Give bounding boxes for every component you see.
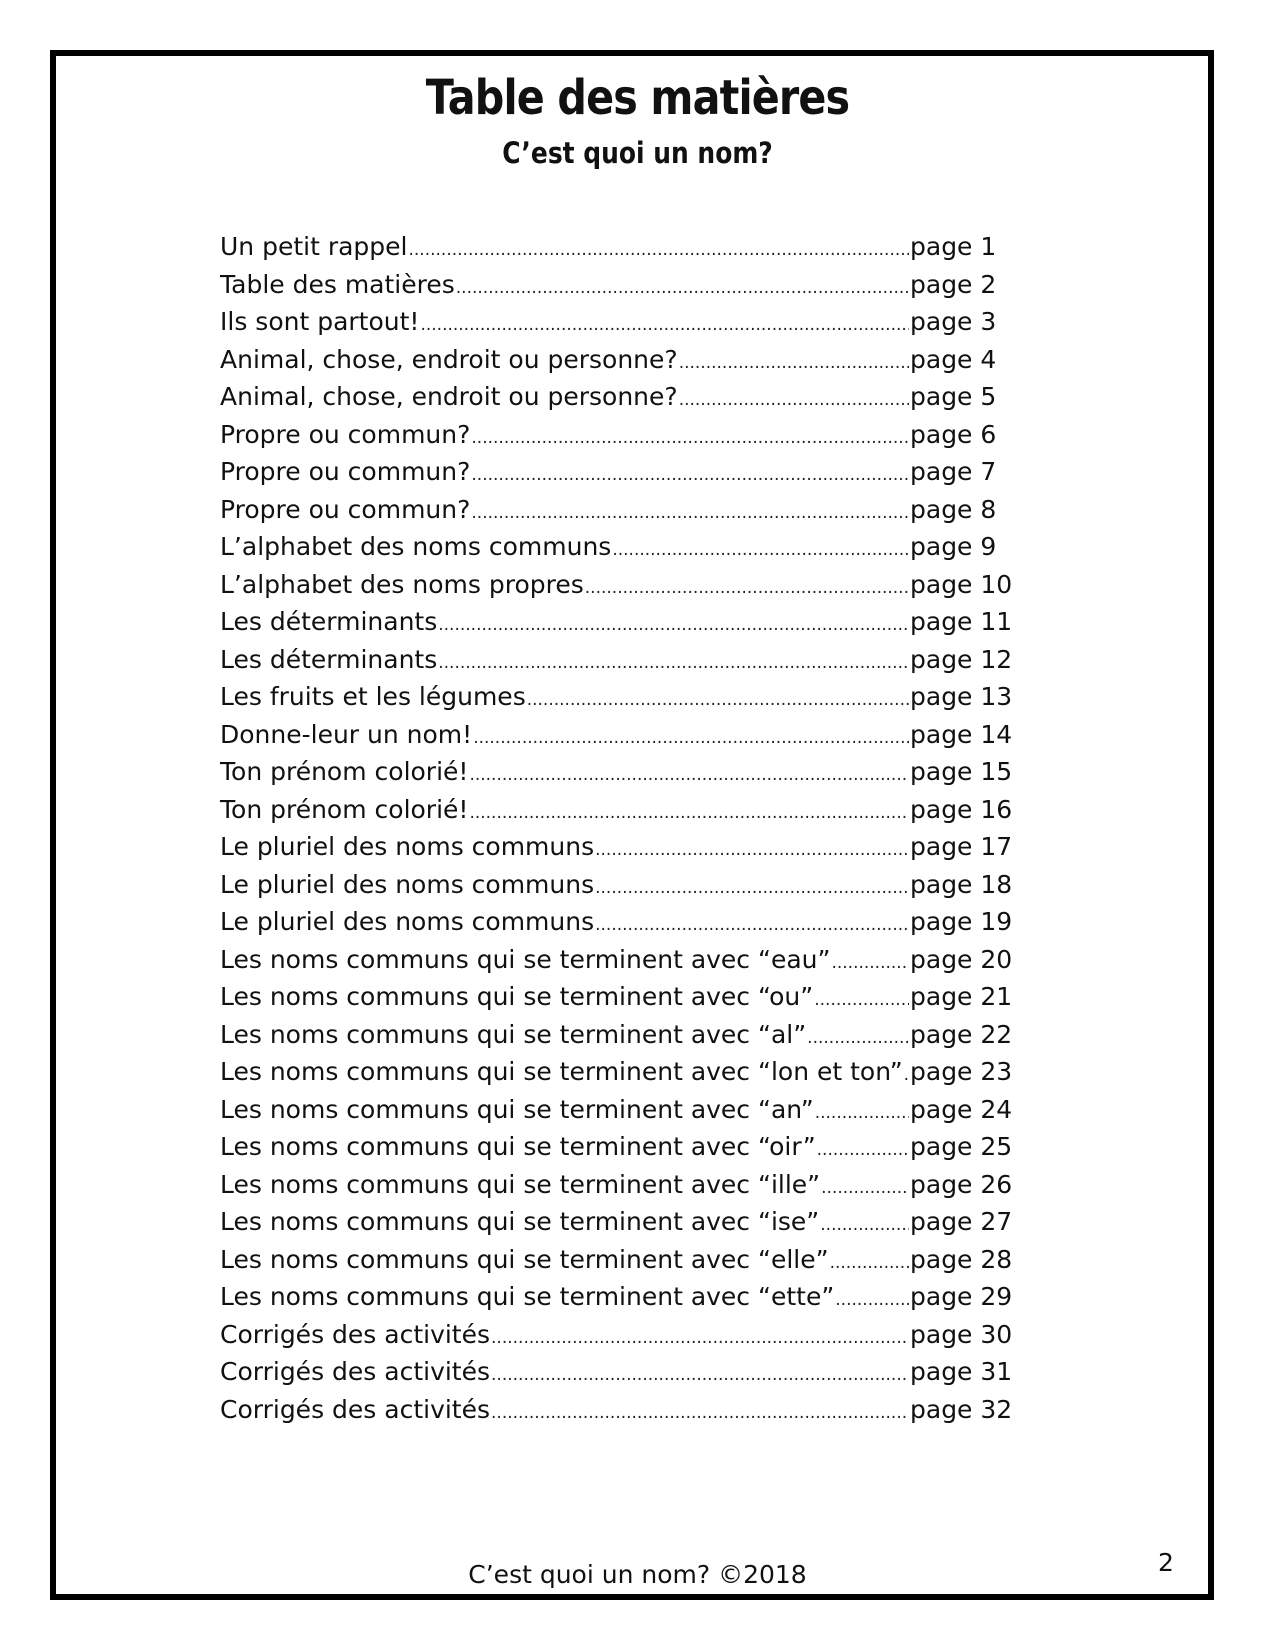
toc-entry[interactable] <box>220 982 1020 1020</box>
toc-entry-title: Corrigés des activités <box>220 1319 491 1349</box>
toc-entry[interactable] <box>220 1395 1020 1433</box>
toc-entry-title: Ton prénom colorié! <box>220 794 469 824</box>
toc-entry-page: page 17 <box>910 832 1013 861</box>
toc-entry-title: Le pluriel des noms communs <box>220 869 595 899</box>
toc-entry-page: page 24 <box>910 1094 1013 1124</box>
toc-entry-title: Propre ou commun? <box>220 457 471 486</box>
toc-entry[interactable] <box>220 420 1020 458</box>
toc-entry[interactable] <box>220 607 1020 645</box>
toc-entry[interactable] <box>220 945 1020 983</box>
page-subtitle: C’est quoi un nom? <box>502 136 773 170</box>
toc-entry[interactable] <box>220 1320 1020 1358</box>
toc-entry-page: page 32 <box>910 1394 1013 1424</box>
toc-entry[interactable] <box>220 307 1020 345</box>
toc-entry-title: L’alphabet des noms communs <box>220 532 612 561</box>
toc-entry-title: Les noms communs qui se terminent avec “oir” <box>220 1132 816 1161</box>
toc-entry[interactable] <box>220 1020 1020 1058</box>
dot-leader <box>585 578 909 598</box>
toc-entry-page: page 29 <box>910 1282 1013 1311</box>
toc-entry[interactable] <box>220 1057 1020 1095</box>
toc-entry-page: page 22 <box>910 1019 1013 1049</box>
dot-leader <box>595 840 909 860</box>
toc-entry[interactable] <box>220 645 1020 683</box>
dot-leader <box>814 990 909 1010</box>
page-title: Table des matières <box>425 70 850 126</box>
dot-leader <box>817 1140 909 1160</box>
dot-leader <box>473 728 909 748</box>
toc-entry[interactable] <box>220 795 1020 833</box>
toc-entry[interactable] <box>220 907 1020 945</box>
dot-leader <box>409 240 910 260</box>
toc-entry[interactable] <box>220 270 1020 308</box>
toc-entry[interactable] <box>220 232 1020 270</box>
toc-entry-page: page 23 <box>910 1057 1013 1086</box>
toc-entry-title: Les noms communs qui se terminent avec “ille” <box>220 1169 821 1199</box>
toc-entry-page: page 13 <box>910 682 1013 711</box>
toc-entry-page: page 10 <box>910 569 1013 599</box>
toc-entry-title: Le pluriel des noms communs <box>220 907 595 936</box>
toc-entry-page: page 4 <box>910 344 997 374</box>
dot-leader <box>830 1253 909 1273</box>
page-number: 2 <box>1158 1548 1174 1577</box>
toc-entry[interactable] <box>220 1207 1020 1245</box>
toc-entry-title: Animal, chose, endroit ou personne? <box>220 382 678 411</box>
dot-leader <box>471 428 909 448</box>
toc-entry[interactable] <box>220 457 1020 495</box>
toc-entry-page: page 11 <box>910 607 1013 636</box>
toc-entry-title: Les noms communs qui se terminent avec “an” <box>220 1094 814 1124</box>
dot-leader <box>679 353 909 373</box>
toc-entry[interactable] <box>220 382 1020 420</box>
toc-entry-page: page 14 <box>910 719 1013 749</box>
toc-entry-page: page 30 <box>910 1319 1013 1349</box>
dot-leader <box>831 953 909 973</box>
toc-entry-title: Les noms communs qui se terminent avec “lon et ton” <box>220 1057 903 1086</box>
dot-leader <box>595 878 909 898</box>
toc-entry-title: Propre ou commun? <box>220 419 471 449</box>
toc-entry-page: page 20 <box>910 944 1013 974</box>
toc-entry-title: Animal, chose, endroit ou personne? <box>220 344 678 374</box>
toc-entry-page: page 21 <box>910 982 1013 1011</box>
toc-entry-title: L’alphabet des noms propres <box>220 569 584 599</box>
toc-entry-page: page 1 <box>910 232 997 261</box>
toc-entry-title: Corrigés des activités <box>220 1357 491 1386</box>
dot-leader <box>491 1403 909 1423</box>
toc-entry-title: Les noms communs qui se terminent avec “al” <box>220 1019 807 1049</box>
toc-entry-title: Les déterminants <box>220 644 438 674</box>
dot-leader <box>456 278 909 298</box>
toc-entry-title: Donne-leur un nom! <box>220 719 473 749</box>
toc-entry[interactable] <box>220 870 1020 908</box>
dot-leader <box>420 315 909 335</box>
toc-entry-title: Un petit rappel <box>220 232 408 261</box>
toc-entry[interactable] <box>220 532 1020 570</box>
toc-entry-title: Le pluriel des noms communs <box>220 832 595 861</box>
toc-entry-title: Les noms communs qui se terminent avec “elle” <box>220 1244 829 1274</box>
dot-leader <box>469 765 909 785</box>
toc-entry-title: Corrigés des activités <box>220 1394 491 1424</box>
dot-leader <box>471 465 909 485</box>
toc-entry-page: page 27 <box>910 1207 1013 1236</box>
dot-leader <box>491 1328 909 1348</box>
toc-entry-title: Les noms communs qui se terminent avec “ou” <box>220 982 814 1011</box>
dot-leader <box>807 1028 909 1048</box>
toc-entry-page: page 18 <box>910 869 1013 899</box>
toc-entry-page: page 6 <box>910 419 997 449</box>
toc-entry[interactable] <box>220 1170 1020 1208</box>
toc-entry[interactable] <box>220 720 1020 758</box>
toc-entry-title: Table des matières <box>220 269 455 299</box>
toc-entry-title: Propre ou commun? <box>220 494 471 524</box>
toc-entry-title: Les fruits et les légumes <box>220 682 526 711</box>
toc-entry-page: page 5 <box>910 382 997 411</box>
toc-entry[interactable] <box>220 832 1020 870</box>
toc-entry[interactable] <box>220 1132 1020 1170</box>
dot-leader <box>679 390 909 410</box>
toc-entry[interactable] <box>220 570 1020 608</box>
toc-entry[interactable] <box>220 1357 1020 1395</box>
dot-leader <box>438 653 909 673</box>
dot-leader <box>820 1215 909 1235</box>
toc-entry[interactable] <box>220 495 1020 533</box>
dot-leader <box>904 1065 909 1085</box>
dot-leader <box>835 1290 909 1310</box>
dot-leader <box>612 540 909 560</box>
toc-entry-page: page 9 <box>910 532 997 561</box>
toc-entry[interactable] <box>220 757 1020 795</box>
toc-entry[interactable] <box>220 1282 1020 1320</box>
dot-leader <box>491 1365 909 1385</box>
toc-entry[interactable] <box>220 1245 1020 1283</box>
toc-entry-title: Les noms communs qui se terminent avec “ette” <box>220 1282 835 1311</box>
dot-leader <box>438 615 909 635</box>
toc-entry-title: Ils sont partout! <box>220 307 420 336</box>
toc-entry-page: page 28 <box>910 1244 1013 1274</box>
dot-leader <box>471 503 909 523</box>
toc-entry[interactable] <box>220 1095 1020 1133</box>
toc-entry-page: page 16 <box>910 794 1013 824</box>
toc-entry[interactable] <box>220 345 1020 383</box>
table-of-contents <box>220 232 1020 1432</box>
dot-leader <box>469 803 909 823</box>
toc-entry-page: page 19 <box>910 907 1013 936</box>
toc-entry-title: Ton prénom colorié! <box>220 757 469 786</box>
toc-entry-title: Les déterminants <box>220 607 438 636</box>
dot-leader <box>527 690 909 710</box>
dot-leader <box>815 1103 909 1123</box>
dot-leader <box>595 915 909 935</box>
toc-entry[interactable] <box>220 682 1020 720</box>
toc-entry-page: page 15 <box>910 757 1013 786</box>
toc-entry-page: page 12 <box>910 644 1013 674</box>
toc-entry-page: page 8 <box>910 494 997 524</box>
footer-text: C’est quoi un nom? ©2018 <box>468 1560 807 1589</box>
toc-entry-page: page 26 <box>910 1169 1013 1199</box>
toc-entry-page: page 31 <box>910 1357 1013 1386</box>
dot-leader <box>821 1178 909 1198</box>
toc-entry-page: page 3 <box>910 307 997 336</box>
toc-entry-title: Les noms communs qui se terminent avec “ise” <box>220 1207 820 1236</box>
toc-entry-page: page 25 <box>910 1132 1013 1161</box>
toc-entry-page: page 2 <box>910 269 997 299</box>
toc-entry-title: Les noms communs qui se terminent avec “eau” <box>220 944 831 974</box>
toc-entry-page: page 7 <box>910 457 997 486</box>
